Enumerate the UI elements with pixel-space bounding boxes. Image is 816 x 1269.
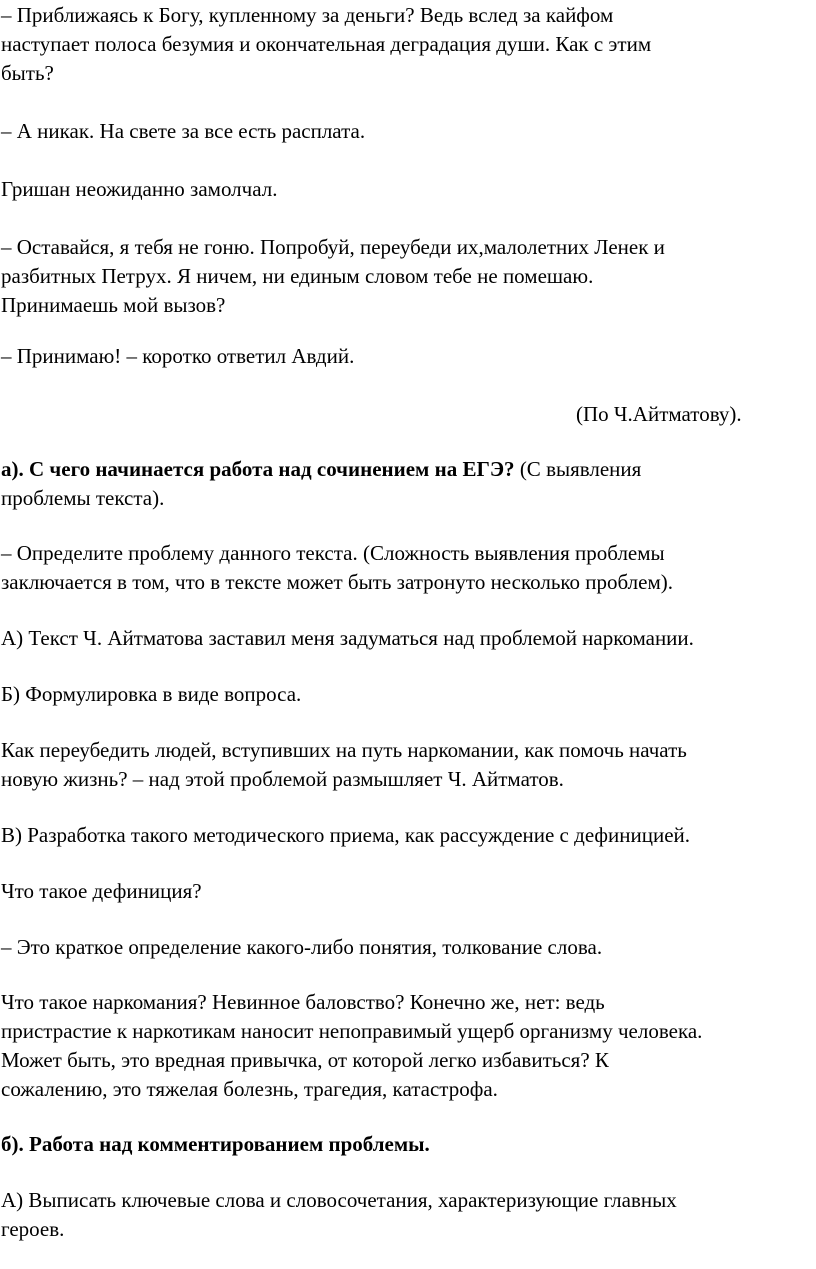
section-a-heading: а). С чего начинается работа над сочинением на ЕГЭ? [1, 457, 515, 481]
text-line: – Определите проблему данного текста. (Сложность выявления проблемы [1, 541, 665, 565]
text-line: А) Выписать ключевые слова и словосочетания, характеризующие главных [1, 1188, 677, 1212]
text-line: разбитных Петрух. Я ничем, ни единым словом тебе не помешаю. [1, 264, 594, 288]
text-line: заключается в том, что в тексте может быть затронуто несколько проблем). [1, 570, 674, 594]
text-line: Принимаешь мой вызов? [1, 293, 226, 317]
paragraph-dialogue-3 [1, 233, 665, 320]
paragraph-dialogue-1 [1, 1, 651, 88]
text-line: наступает полоса безумия и окончательная деградация души. Как с этим [1, 32, 652, 56]
text-line: – Оставайся, я тебя не гоню. Попробуй, переубеди их,малолетних Ленек и [1, 235, 665, 259]
paragraph-question [1, 736, 687, 794]
paragraph-definition: – Это краткое определение какого-либо понятия, толкование слова. [1, 935, 603, 959]
text-line: новую жизнь? – над этой проблемой размышляет Ч. Айтматов. [1, 767, 564, 791]
paragraph-option-a: А) Текст Ч. Айтматова заставил меня задуматься над проблемой наркомании. [1, 626, 694, 650]
text-line: проблемы текста). [1, 486, 165, 510]
section-b-heading-text: б). Работа над комментированием проблемы. [1, 1132, 430, 1156]
paragraph-addiction [1, 988, 702, 1104]
text-line: героев. [1, 1217, 65, 1241]
text-line: Что такое наркомания? Невинное баловство? Конечно же, нет: ведь [1, 990, 605, 1014]
paragraph-definition-question: Что такое дефиниция? [1, 879, 202, 903]
section-a-rest: (С выявления [519, 457, 642, 481]
attribution: (По Ч.Айтматову). [576, 402, 742, 426]
text-line: пристрастие к наркотикам наносит непоправимый ущерб организму человека. [1, 1019, 703, 1043]
text-line [1, 455, 641, 484]
section-a [1, 455, 641, 513]
section-b-heading [1, 1130, 430, 1159]
paragraph-dialogue-4: – Принимаю! – коротко ответил Авдий. [1, 344, 355, 368]
text-line: – Приближаясь к Богу, купленному за деньги? Ведь вслед за кайфом [1, 3, 614, 27]
paragraph-task-1 [1, 539, 673, 597]
text-line: сожалению, это тяжелая болезнь, трагедия, катастрофа. [1, 1077, 498, 1101]
paragraph-option-v: В) Разработка такого методического приема, как рассуждение с дефиницией. [1, 823, 691, 847]
paragraph-keywords [1, 1186, 677, 1244]
paragraph-narration-1: Гришан неожиданно замолчал. [1, 177, 278, 201]
text-line: Как переубедить людей, вступивших на путь наркомании, как помочь начать [1, 738, 687, 762]
text-line: быть? [1, 61, 54, 85]
paragraph-dialogue-2: – А никак. На свете за все есть расплата. [1, 119, 366, 143]
text-line: Может быть, это вредная привычка, от которой легко избавиться? К [1, 1048, 609, 1072]
paragraph-option-b: Б) Формулировка в виде вопроса. [1, 682, 302, 706]
